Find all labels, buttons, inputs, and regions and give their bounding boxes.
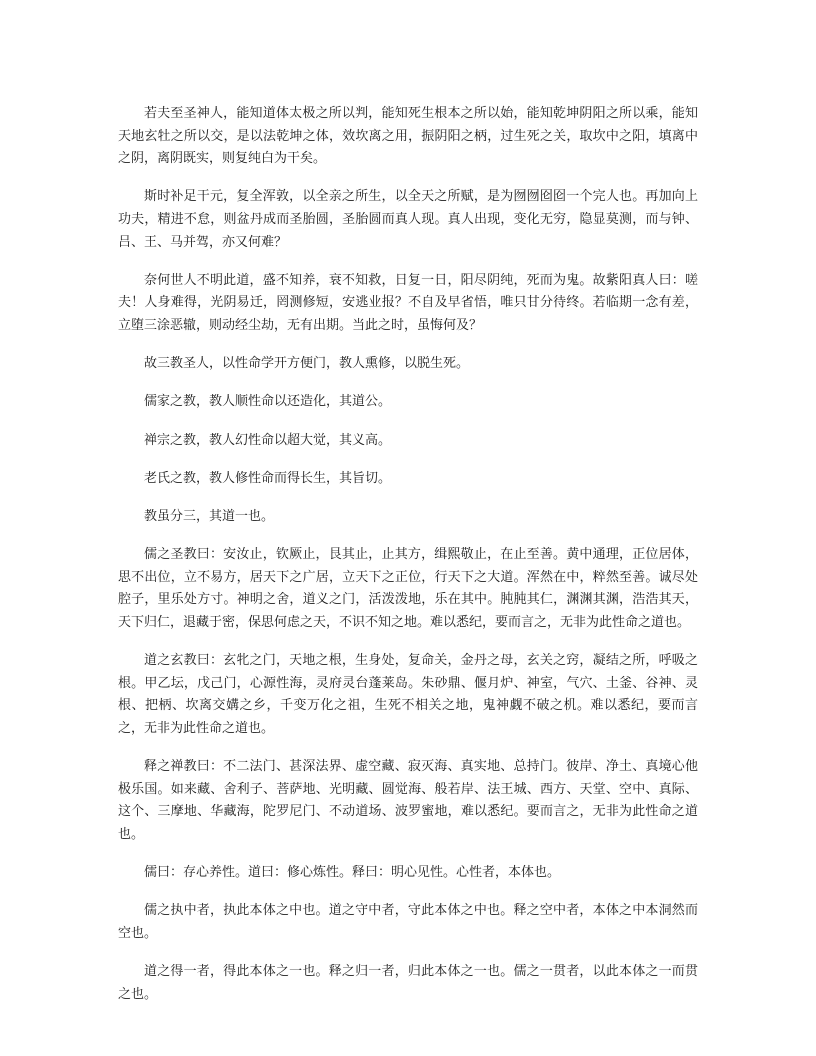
paragraph: 教虽分三，其道一也。 — [144, 508, 275, 524]
paragraph: 儒家之教，教人顺性命以还造化，其道公。 — [144, 394, 392, 410]
paragraph: 奈何世人不明此道，盛不知养，衰不知救，日复一日，阳尽阴纯，死而为鬼。故紫阳真人曰：嗟夫！人身难得，光阴易迁，罔测修短，安逃业报？不自及早省悟，唯只甘分待终。若临期一念有差，立堕三涂恶辙，则动经尘劫，无有出期。当此之时，虽悔何及？ — [118, 272, 698, 333]
paragraph: 道之玄教曰：玄牝之门，天地之根，生身处，复命关，金丹之母，玄关之窍，凝结之所，呼吸之根。甲乙坛，戊己门，心源性海，灵府灵台蓬莱岛。朱砂鼎、偃月炉、神室，气穴、土釜、谷神、灵根、把柄、坎离交媾之乡，千变万化之祖，生死不相关之地，鬼神觑不破之机。难以悉纪，要而言之，无非为此性命之道也。 — [118, 653, 698, 736]
paragraph: 若夫至圣神人，能知道体太极之所以判，能知死生根本之所以始，能知乾坤阴阳之所以乘，能知天地玄牡之所以交，是以法乾坤之体，效坎离之用，振阴阳之柄，过生死之关，取坎中之阳，填离中之阴，离阴既实，则复纯白为干矣。 — [118, 106, 698, 167]
paragraph: 斯时补足干元，复全浑敦，以全亲之所生，以全天之所赋，是为囫囫囵囵一个完人也。再加向上功夫，精进不怠，则盆丹成而圣胎圆，圣胎圆而真人现。真人出现，变化无穷，隐显莫测，而与钟、吕、王、马并驾，亦又何难？ — [118, 189, 698, 250]
paragraph: 道之得一者，得此本体之一也。释之归一者，归此本体之一也。儒之一贯者，以此本体之一而贯之也。 — [118, 963, 698, 1002]
document-page — [118, 103, 698, 1022]
paragraph: 故三教圣人，以性命学开方便门，教人熏修，以脱生死。 — [144, 356, 470, 372]
paragraph: 禅宗之教，教人幻性命以超大觉，其义高。 — [144, 432, 392, 448]
paragraph: 儒之执中者，执此本体之中也。道之守中者，守此本体之中也。释之空中者，本体之中本洞然而空也。 — [118, 903, 698, 941]
paragraph: 儒之圣教曰：安汝止，钦厥止，艮其止，止其方，缉熙敬止，在止至善。黄中通理，正位居体，思不出位，立不易方，居天下之广居，立天下之正位，行天下之大道。浑然在中，粹然至善。诚尽处腔子，里乐处方寸。神明之舍，道义之门，活泼泼地，乐在其中。肫肫其仁，渊渊其渊，浩浩其天，天下归仁，退藏于密，保思何虑之天，不识不知之地。难以悉纪，要而言之，无非为此性命之道也。 — [118, 547, 698, 630]
paragraph: 老氏之教，教人修性命而得长生，其旨切。 — [144, 470, 392, 486]
paragraph: 释之禅教曰：不二法门、甚深法界、虚空藏、寂灭海、真实地、总持门。彼岸、净土、真境心他极乐国。如来藏、舍利子、菩萨地、光明藏、圆觉海、般若岸、法王城、西方、天堂、空中、真际、这个、三摩地、华藏海，陀罗尼门、不动道场、波罗蜜地，难以悉纪。要而言之，无非为此性命之道也。 — [118, 759, 698, 842]
paragraph: 儒曰：存心养性。道曰：修心炼性。释曰：明心见性。心性者，本体也。 — [144, 864, 561, 880]
